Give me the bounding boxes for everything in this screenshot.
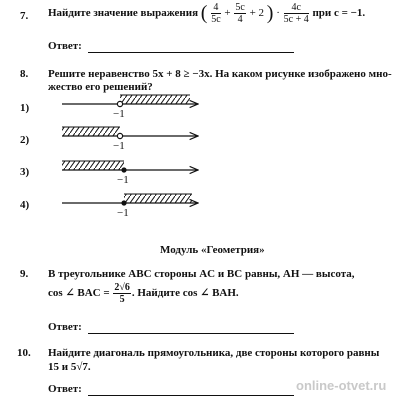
- q9-answer-line[interactable]: [88, 333, 294, 334]
- q8-option-4-line[interactable]: [62, 194, 198, 206]
- q10-line1: Найдите диагональ прямоугольника, две стороны которого равны: [48, 347, 380, 359]
- q7-text: Найдите значение выражения: [48, 7, 199, 20]
- q8-number: 8.: [20, 68, 29, 80]
- q7-answer-label: Ответ:: [48, 40, 82, 52]
- q8-option-2-label: 2): [20, 134, 30, 146]
- watermark: online-otvet.ru: [296, 378, 387, 393]
- q7-fraction-2: $\frac{5c}{4}$: [235, 2, 245, 25]
- q7-answer-line[interactable]: [88, 52, 294, 53]
- q9-line1: В треугольнике ABC стороны AC и BC равны, AH — высота,: [48, 268, 355, 280]
- q8-option-2-line[interactable]: [62, 127, 198, 139]
- q8-option-4-point: [121, 200, 126, 205]
- q8-option-1-line[interactable]: [62, 95, 198, 107]
- q7-condition: при c = −1.: [312, 7, 366, 20]
- q9-number: 9.: [20, 268, 29, 280]
- q8-option-3-label: 3): [20, 166, 30, 178]
- q8-line2: жество его решений?: [48, 81, 153, 93]
- q7-number: 7.: [20, 10, 29, 22]
- q7-expression: Найдите значение выражения ( $\frac{4}{5c}$ + $\frac{5c}{4}$ + 2 ) · $\frac{4c}{5c + 4}$ при c = −1.: [48, 2, 366, 25]
- q7-fraction-1: $\frac{4}{5c}$: [211, 2, 221, 25]
- q8-option-4-label: 4): [20, 199, 30, 211]
- q9-answer-label: Ответ:: [48, 321, 82, 333]
- q8-option-3-point-label: −1: [117, 174, 129, 186]
- q8-option-2-point: [117, 133, 122, 138]
- q8-option-3-line[interactable]: [62, 161, 198, 173]
- module-title: Модуль «Геометрия»: [160, 244, 265, 256]
- q10-number: 10.: [17, 347, 31, 359]
- q8-option-1-point: [117, 101, 122, 106]
- q8-option-2-point-label: −1: [113, 140, 125, 152]
- q8-option-1-point-label: −1: [113, 108, 125, 120]
- q7-fraction-3: $\frac{4c}{5c + 4}$: [283, 2, 309, 25]
- q10-answer-line[interactable]: [88, 395, 294, 396]
- q8-option-4-point-label: −1: [117, 207, 129, 219]
- q8-option-3-point: [121, 167, 126, 172]
- q10-line2: 15 и 5√7.: [48, 361, 91, 373]
- q8-line1: Решите неравенство 5x + 8 ≥ −3x. На каком рисунке изображено мно-: [48, 68, 392, 80]
- q9-line2: cos ∠ BAC = $\frac{2√6}{5}$ . Найдите cos ∠ BAH.: [48, 282, 239, 305]
- q10-answer-label: Ответ:: [48, 383, 82, 395]
- q8-option-1-label: 1): [20, 102, 30, 114]
- q9-fraction: $\frac{2√6}{5}$: [114, 282, 130, 305]
